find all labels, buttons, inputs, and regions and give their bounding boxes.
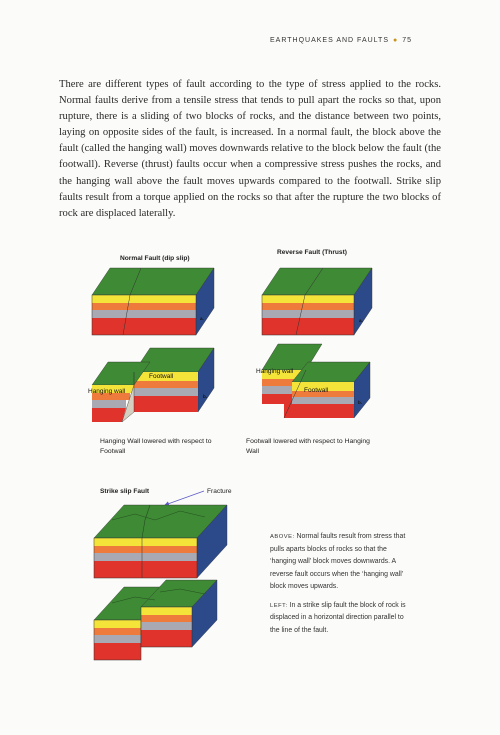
header-separator-dot: ●	[393, 37, 399, 44]
normal-fault-title: Normal Fault (dip slip)	[120, 255, 190, 262]
normal-fault-note: Hanging Wall lowered with respect to Footwall	[100, 438, 212, 455]
footwall-label-reverse: Footwall	[304, 387, 329, 394]
normal-fault-block-a	[92, 268, 214, 335]
tag-b-normal: b.	[203, 394, 207, 399]
left-caption-key: LEFT:	[270, 602, 288, 609]
tag-a-normal: a.	[200, 316, 204, 321]
above-caption-text: Normal faults result from stress that pulls aparts blocks of rocks so that the ‘hanging wall’ block moves downwards. A reverse fault occurs when the ‘hanging wall’ block moves upwards.	[270, 533, 406, 590]
strike-slip-block-intact	[94, 505, 227, 578]
fracture-label: Fracture	[207, 488, 232, 495]
page-number: 75	[402, 37, 413, 44]
tag-a-reverse: a.	[359, 318, 363, 323]
above-caption-key: ABOVE:	[270, 534, 295, 540]
running-title: EARTHQUAKES AND FAULTS	[270, 37, 389, 44]
footwall-label-normal: Footwall	[149, 373, 174, 380]
reverse-fault-block-b	[256, 344, 370, 418]
body-paragraph: There are different types of fault according to the type of stress applied to the rocks. Normal faults derive from a tensile stress that tends to pull apart the rocks so that, upon rupture, there is a sliding of two blocks of rocks, and the distance between two points, laying on opposite sides of the fault, is increased. In a normal fault, the block above the fault (called the hanging wall) moves downwards relative to the block below the fault (the footwall). Reverse (thrust) faults occur when a compressive stress pushes the rocks, and the hanging wall above the fault moves upwards compared to the footwall. Strike slip faults result from a torque applied on the rocks so that after the rupture the two blocks of rock are displaced laterally.	[59, 79, 441, 219]
strike-slip-title: Strike slip Fault	[100, 488, 150, 495]
reverse-fault-title: Reverse Fault (Thrust)	[277, 249, 347, 256]
strike-slip-block-displaced	[94, 580, 217, 660]
normal-fault-block-b	[88, 348, 214, 422]
hanging-wall-label-reverse: Hanging wall	[256, 368, 294, 375]
left-caption-text: In a strike slip fault the block of rock is displaced in a horizontal direction parallel to the line of the fault.	[270, 601, 406, 634]
reverse-fault-block-a	[262, 268, 372, 335]
fracture-arrow	[165, 491, 204, 505]
reverse-fault-note: Footwall lowered with respect to Hanging Wall	[246, 438, 370, 455]
tag-b-reverse: b.	[358, 400, 362, 405]
hanging-wall-label-normal: Hanging wall	[88, 388, 126, 395]
